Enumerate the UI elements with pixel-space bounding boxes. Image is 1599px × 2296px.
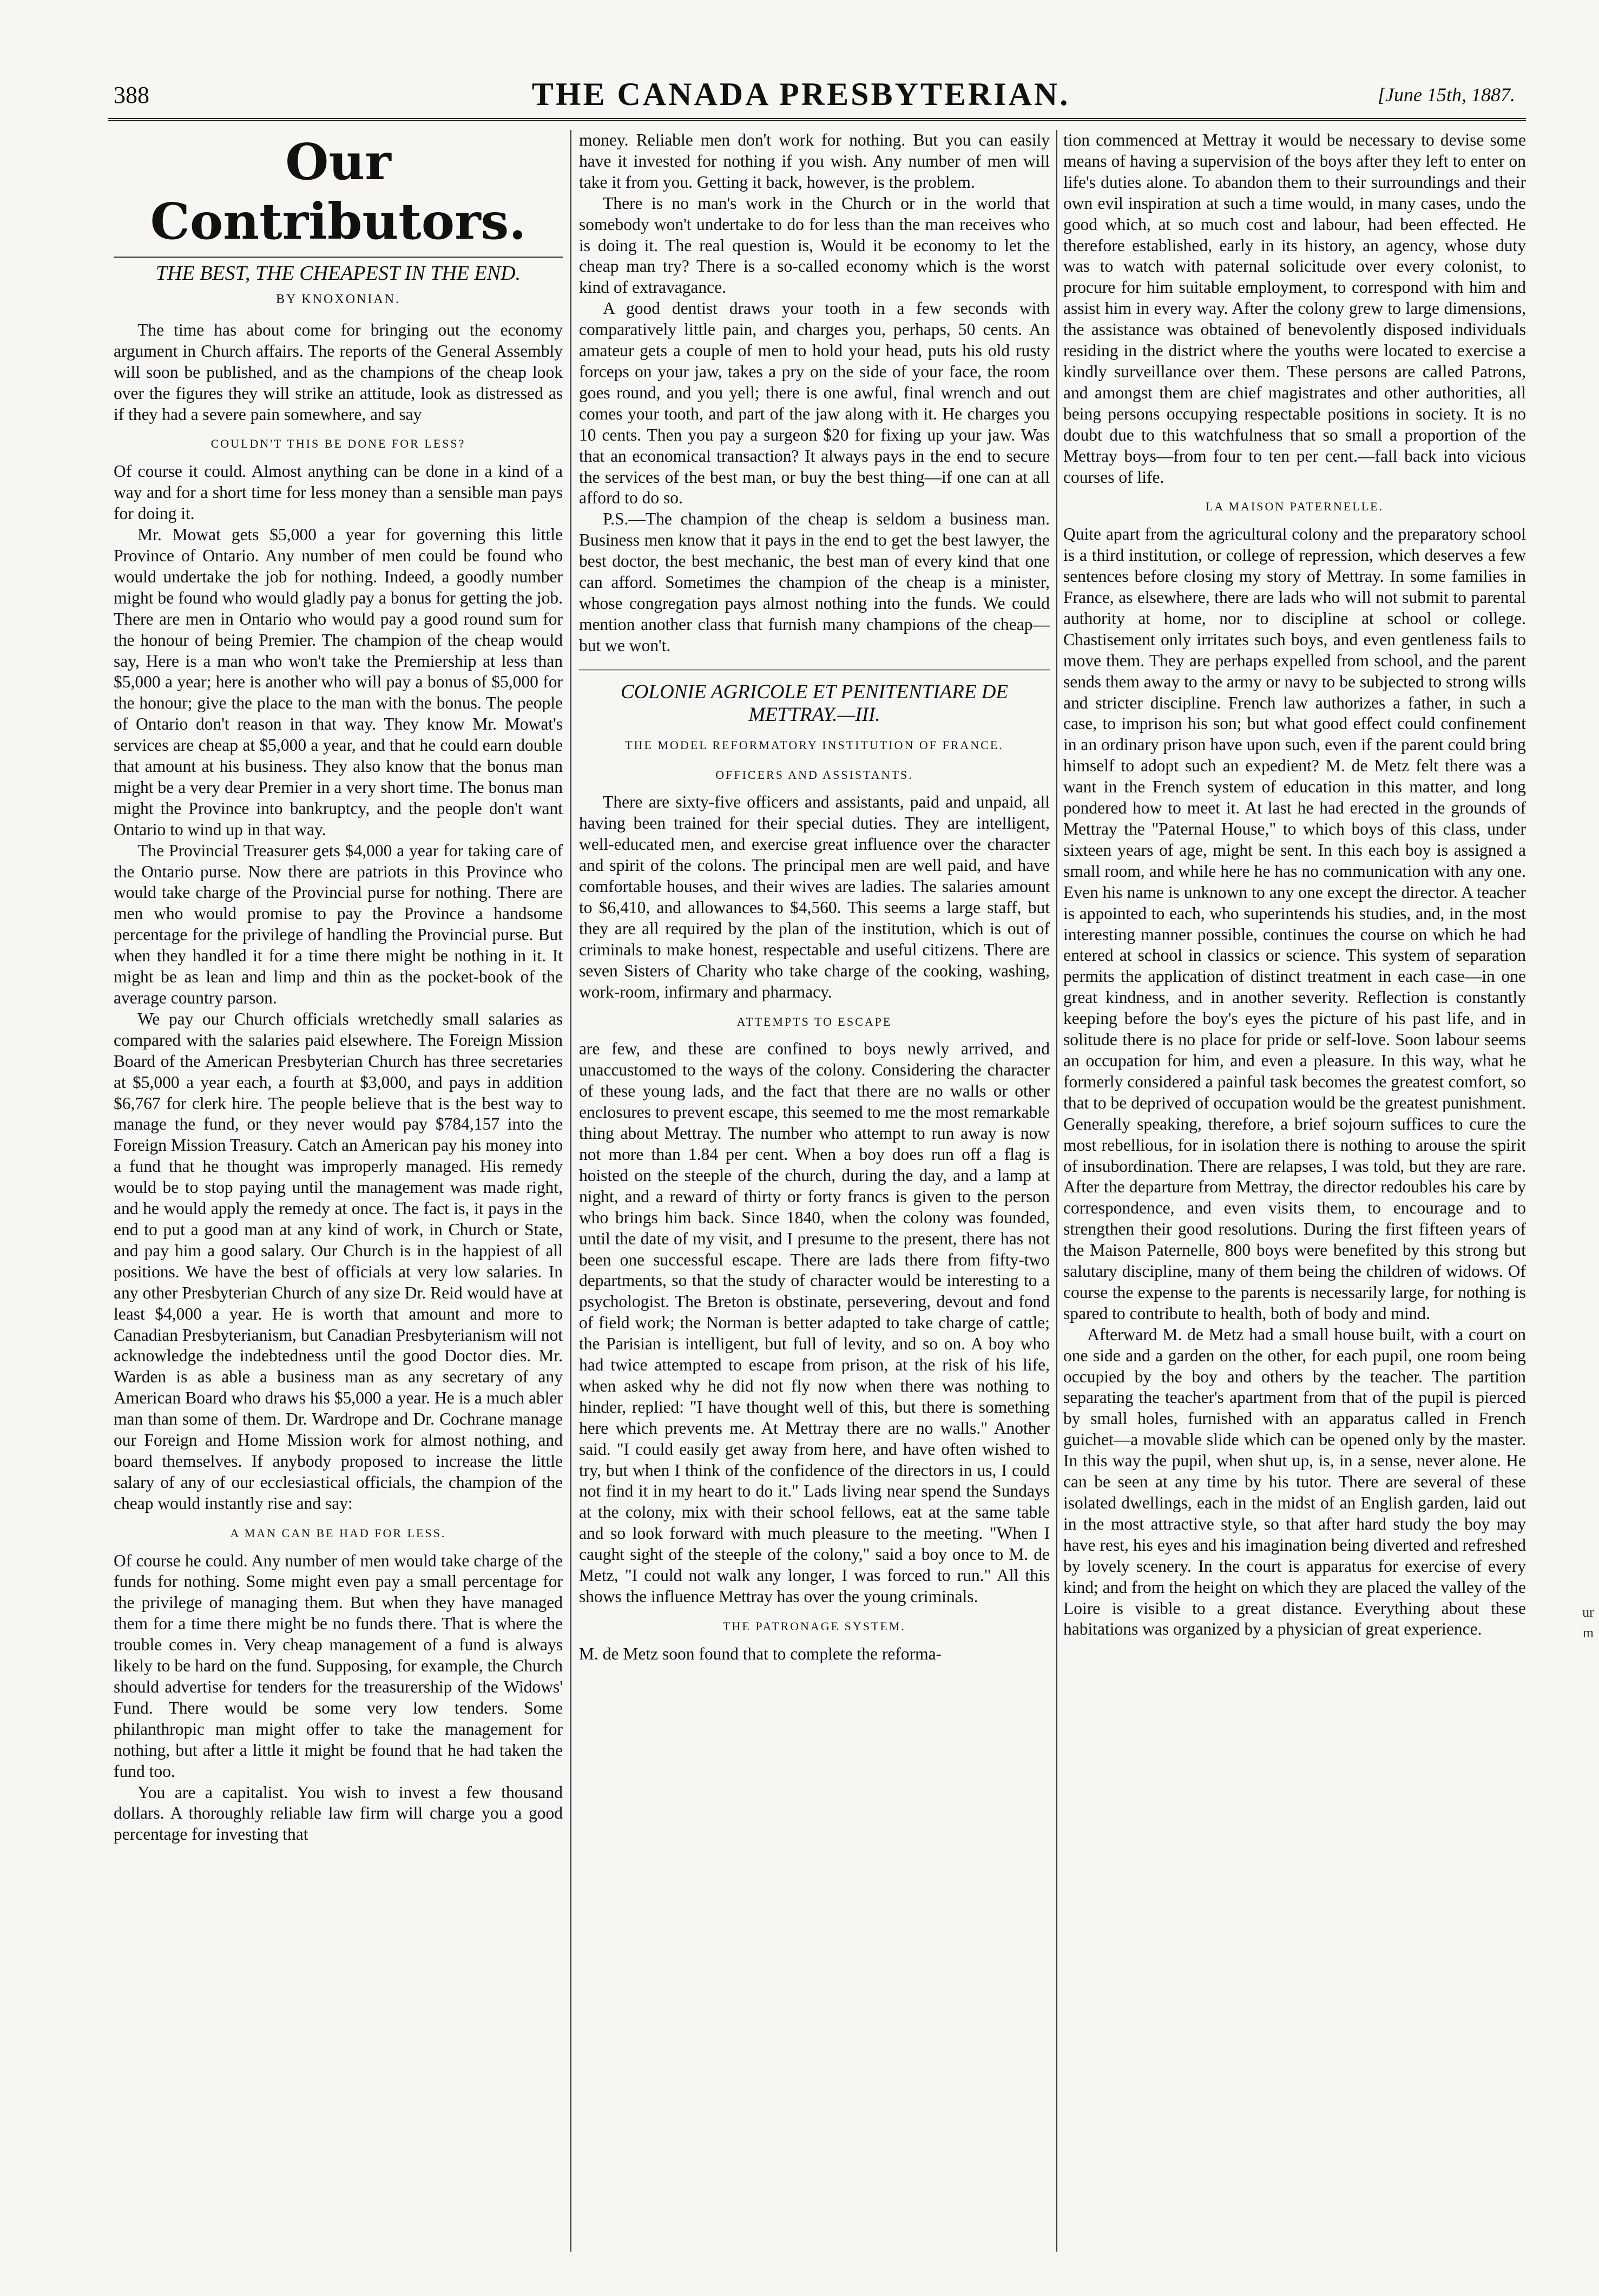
paragraph: money. Reliable men don't work for nothing. But you can easily have it invested for nothing if you wish. Any number of men will take it from you. Getting it back, however, is the problem. [579, 130, 1050, 192]
masthead-title: THE CANADA PRESBYTERIAN. [531, 76, 1070, 112]
paragraph: There is no man's work in the Church or in the world that somebody won't undertake to do for less than the man receives who is doing it. The real question is, Would it be economy to let the cheap man try? There is a so-called economy which is the worst kind of extravagance. [579, 193, 1050, 297]
column-2 [579, 130, 1050, 1665]
paragraph: P.S.—The champion of the cheap is seldom a business man. Business men know that it pays in the end to get the best lawyer, the best doctor, the best mechanic, the best man of every kind that one can afford. Sometimes the champion of the cheap is a minister, whose congregation pays almost nothing into the funds. We could mention another class that furnish many champions of the cheap—but we won't. [579, 509, 1050, 655]
subheading: A MAN CAN BE HAD FOR LESS. [230, 1526, 446, 1540]
paragraph: The Provincial Treasurer gets $4,000 a year for taking care of the Ontario purse. Now there are patriots in this Province who would take charge of the Provincial purse for nothing. There are men who would promise to pay the Province a handsome percentage for the privilege of handling the Provincial purse. But when they handled it for a time there might be nothing in it. It might be as lean and limp and thin as the pocket-book of the average country parson. [114, 841, 563, 1007]
paragraph: Of course he could. Any number of men would take charge of the funds for nothing. Some might even pay a small percentage for the privilege of managing them. But when they have managed them for a time there might be no funds there. That is where the trouble comes in. Very cheap management of a fund is always likely to be hard on the fund. Supposing, for example, the Church should advertise for tenders for the treasurership of the Widows' Fund. There would be some very low tenders. Some philanthropic man might offer to take the management for nothing, but after a little it might be found that he had taken the fund too. [114, 1551, 563, 1781]
paragraph: Quite apart from the agricultural colony and the preparatory school is a third institution, or college of repression, which deserves a few sentences before closing my story of Mettray. In some families in France, as elsewhere, there are lads who will not submit to parental authority at home, nor to discipline at school or college. Chastisement only irritates such boys, and even gentleness fails to move them. They are perhaps expelled from school, and the parent sends them away to the army or navy to be subjected to strong wills and stricter discipline. French law authorizes a father, in such a case, to imprison his son; but what good effect could confinement in an ordinary prison have upon such, even if the parent could bring himself to adopt such an expedient? M. de Metz felt there was a want in the French system of education in this matter, and long pondered how to meet it. At last he had erected in the grounds of Mettray the "Paternal House," to which boys of this class, under sixteen years of age, might be sent. In this each boy is assigned a small room, and while here he has no communication with any one. Even his name is unknown to any one except the director. A teacher is appointed to each, who superintends his studies, and, in the most interesting manner possible, continues the course on which he had entered at school in classics or science. This system of separation permits the application of distinct treatment in each case—in one great kindness, and in another severity. Reflection is constantly keeping before the boy's eyes the picture of his past life, and in solitude there is no place for pride or self-love. Soon labour seems an occupation for him, and even a pleasure. In this way, what he formerly considered a painful task becomes the greatest comfort, so that to be deprived of occupation would be the greatest punishment. Generally speaking, therefore, a brief sojourn suffices to cure the most rebellious, for in isolation there is nothing to arouse the spirit of insubordination. There are relapses, I was told, but they are rare. After the departure from Mettray, the director redoubles his care by correspondence, and even visits them, to encourage and to strengthen their good resolutions. During the first fifteen years of the Maison Paternelle, 800 boys were benefited by this strong but salutary discipline, many of them being the children of widows. Of course the expense to the parents is necessarily large, for nothing is spared to contribute to health, both of body and mind. [1063, 524, 1526, 1323]
subheading: ATTEMPTS TO ESCAPE [736, 1014, 892, 1028]
page-number: 388 [114, 82, 149, 108]
byline: BY KNOXONIAN. [275, 292, 401, 306]
subheading: THE PATRONAGE SYSTEM. [723, 1619, 906, 1633]
paragraph: are few, and these are confined to boys newly arrived, and unaccustomed to the ways of the colony. Considering the character of these young lads, and the fact that there are no walls or other enclosures to prevent escape, this seemed to me the most remarkable thing about Mettray. The number who attempt to run away is now not more than 1.84 per cent. When a boy does run off a flag is hoisted on the steeple of the church, during the day, and a lamp at night, and a reward of thirty or forty francs is given to the person who brings him back. Since 1840, when the colony was founded, until the date of my visit, and I presume to the present, there has not been one successful escape. There are lads there from fifty-two departments, so that the study of character would be interesting to a psychologist. The Breton is obstinate, persevering, devout and fond of field work; the Norman is better adapted to take charge of cattle; the Parisian is intelligent, but full of levity, and so on. A boy who had twice attempted to escape from prison, at the risk of his life, when asked why he did not fly now when there was nothing to hinder, replied: "I have thought well of this, but there is something here which prevents me. At Mettray there are no walls." Another said. "I could easily get away from here, and have often wished to try, but when I think of the confidence of the directors in us, I could not find it in my heart to do it." Lads living near spend the Sundays at the colony, mix with their school fellows, eat at the same table and so look forward with much pleasure to the meeting. "When I caught sight of the steeple of the colony," said a boy once to M. de Metz, "I could not walk any longer, I was forced to run." All this shows the influence Mettray has over the young criminals. [579, 1039, 1050, 1606]
column-divider [570, 130, 571, 2252]
cropped-edge-text [1577, 1602, 1599, 1643]
paragraph: There are sixty-five officers and assistants, paid and unpaid, all having been trained for their special duties. They are intelligent, well-educated men, and exercise great influence over the character and spirit of the colons. The principal men are well paid, and have comfortable houses, and their wives are ladies. The salaries amount to $6,410, and allowances to $4,560. This seems a large staff, but they are all required by the plan of the institution, which is out of criminals to make honest, respectable and useful citizens. There are seven Sisters of Charity who take charge of the cooking, washing, work-room, infirmary and pharmacy. [579, 792, 1050, 1001]
paragraph: The time has about come for bringing out the economy argument in Church affairs. The reports of the General Assembly will soon be published, and as the champions of the cheap look over the figures they will strike an attitude, look as distressed as if they had a severe pain somewhere, and say [114, 320, 563, 424]
subheading: LA MAISON PATERNELLE. [1205, 500, 1384, 514]
edge-fragment: ur [1582, 1604, 1594, 1620]
column-3 [1063, 130, 1526, 1640]
paragraph: Mr. Mowat gets $5,000 a year for governing this little Province of Ontario. Any number of men could be found who would undertake the job for nothing. Indeed, a goodly number might be found who would gladly pay a bonus for getting the job. There are men in Ontario who would pay a good round sum for the honour of being Premier. The champion of the cheap would say, Here is a man who won't take the Premiership at less than $5,000 a year; here is another who will pay a bonus of $5,000 for the honour; give the place to the man with the bonus. The people of Ontario don't reason in that way. They know Mr. Mowat's services are cheap at $5,000 a year, and that he could earn double that amount at his business. They also know that the bonus man might be a very dear Premier in a very short time. The bonus man might the Province into bankruptcy, and the people don't want Ontario to wind up in that way. [114, 525, 563, 839]
paragraph: Of course it could. Almost anything can be done in a kind of a way and for a short time for less money than a sensible man pays for doing it. [114, 462, 563, 523]
issue-date: [June 15th, 1887. [1378, 84, 1515, 106]
article-title: COLONIE AGRICOLE ET PENITENTIARE DE METTRAY.—III. [579, 670, 1050, 726]
paragraph: A good dentist draws your tooth in a few seconds with comparatively little pain, and charges you, perhaps, 50 cents. An amateur gets a couple of men to hold your head, puts his old rusty forceps on your jaw, takes a pry on the side of your face, the room goes round, and you yell; there is one awful, final wrench and out comes your tooth, and part of the jaw along with it. He charges you 10 cents. Then you pay a surgeon $20 for fixing up your jaw. Was that an economical transaction? It always pays in the end to secure the services of the best man, or buy the best thing—if one can at all afford to do so. [579, 299, 1050, 508]
subheading: COULDN'T THIS BE DONE FOR LESS? [210, 437, 466, 451]
paragraph: tion commenced at Mettray it would be necessary to devise some means of having a supervision of the boys after they left to enter on life's duties alone. To abandon them to their surroundings and their own evil inspiration at such a time would, in many cases, undo the good which, at so much cost and labour, had been effected. He therefore established, early in its history, an agency, whose duty was to watch with paternal solicitude over every colonist, to procure for him suitable employment, to correspond with him and assist him in every way. After the colony grew to large dimensions, the assistance was obtained of benevolently disposed individuals residing in the district where the youths were located to exercise a kindly surveillance over them. These persons are called Patrons, and amongst them are chief magistrates and other authorities, all being persons occupying respectable positions in society. It is no doubt due to this watchfulness that so small a proportion of the Mettray boys—from four to ten per cent.—fall back into vicious courses of life. [1063, 130, 1526, 487]
subheading: OFFICERS AND ASSISTANTS. [715, 767, 913, 782]
column-divider [1056, 130, 1057, 2252]
article-title: THE BEST, THE CHEAPEST IN THE END. [114, 257, 563, 286]
page-header [65, 70, 1537, 114]
edge-fragment: m [1582, 1625, 1594, 1641]
paragraph: We pay our Church officials wretchedly small salaries as compared with the salaries paid elsewhere. The Foreign Mission Board of the American Presbyterian Church has three secretaries at $5,000 a year each, a fourth at $3,000, and pays in addition $6,767 for clerk hire. The people believe that is the best way to manage the fund, or they never would pay $784,157 into the Foreign Mission Treasury. Catch an American pay his money into a fund that he thought was improperly managed. His remedy would be to stop paying until the management was made right, and he would apply the remedy at once. The fact is, it pays in the end to put a good man at any kind of work, in Church or State, and pay him a good salary. Our Church is in the happiest of all positions. We have the best of officials at very low salaries. In any other Presbyterian Church of any size Dr. Reid would have at least $4,000 a year. He is worth that amount and more to Canadian Presbyterianism, but Canadian Presbyterianism will not acknowledge the indebtedness until the good Doctor dies. Mr. Warden is as able a business man as any secretary of any American Board who draws his $5,000 a year. He is a much abler man than some of them. Dr. Wardrope and Dr. Cochrane manage our Foreign and Home Mission work for almost nothing, and board themselves. If anybody proposed to increase the little salary of any of our ecclesiastical officials, the champion of the cheap would instantly rise and say: [114, 1009, 563, 1513]
paragraph: Afterward M. de Metz had a small house built, with a court on one side and a garden on the other, for each pupil, one room being occupied by the boy and others by the teacher. The partition separating the teacher's apartment from that of the pupil is pierced by small holes, furnished with an apparatus called in French guichet—a movable slide which can be opened only by the master. In this way the pupil, when shut up, is, in a sense, never alone. He can be seen at any time by his tutor. There are several of these isolated dwellings, each in the midst of an English garden, laid out in the most attractive style, so that after hard study the boy may have rest, his eyes and his imagination being diverted and refreshed by lovely scenery. In the court is apparatus for exercise of every kind; and from the height on which they are placed the valley of the Loire is visible to a great distance. Everything about these habitations was organized by a physician of great experience. [1063, 1324, 1526, 1639]
paragraph: M. de Metz soon found that to complete the reforma- [579, 1644, 942, 1663]
column-1 [114, 130, 563, 1845]
header-rule [108, 118, 1526, 121]
section-title: Our Contributors. [150, 133, 527, 251]
article-subtitle: THE MODEL REFORMATORY INSTITUTION OF FRANCE. [625, 738, 1004, 752]
paragraph: You are a capitalist. You wish to invest a few thousand dollars. A thoroughly reliable law firm will charge you a good percentage for investing that [114, 1782, 563, 1844]
